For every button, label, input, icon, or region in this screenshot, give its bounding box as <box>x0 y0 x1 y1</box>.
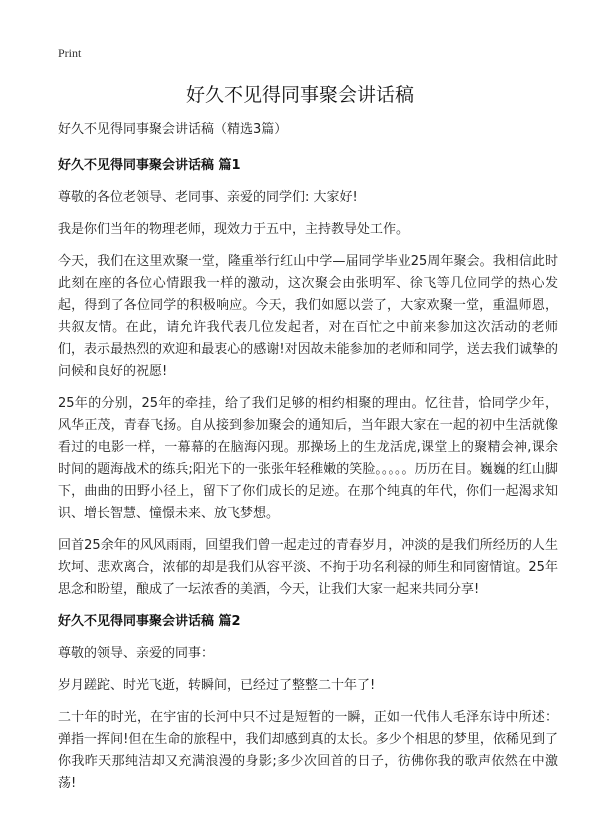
section-1 <box>58 155 558 601</box>
section-heading: 好久不见得同事聚会讲话稿 篇2 <box>58 614 241 629</box>
paragraph: 尊敬的领导、亲爱的同事： <box>58 646 215 661</box>
paragraph: 25年的分别，25年的牵挂，给了我们足够的相约相聚的理由。忆往昔，恰同学少年，风华正茂，青春飞扬。自从接到参加聚会的通知后，当年跟大家在一起的初中生活就像看过的电影一样，一幕幕的在脑海闪现。那操场上的生龙活虎,课堂上的聚精会神,课余时间的题海战术的练兵;阳光下的一张张年轻稚嫩的笑脸。。。。。历历在目。巍巍的红山脚下，曲曲的田野小径上，留下了你们成长的足迹。在那个纯真的年代，你们一起渴求知识、增长智慧、憧憬未来、放飞梦想。 <box>58 396 558 521</box>
document-subtitle: 好久不见得同事聚会讲话稿（精选3篇） <box>58 122 288 137</box>
section-heading: 好久不见得同事聚会讲话稿 篇1 <box>58 158 241 173</box>
paragraph: 岁月蹉跎、时光飞逝，转瞬间，已经过了整整二十年了! <box>58 678 376 693</box>
document-body <box>58 119 558 805</box>
paragraph: 二十年的时光，在宇宙的长河中只不过是短暂的一瞬，正如一代伟人毛泽东诗中所述：弹指一挥间!但在生命的旅程中，我们却感到真的太长。多少个相思的梦里，依稀见到了你我昨天那纯洁却又充满浪漫的身影;多少次回首的日子，彷佛你我的歌声依然在中激荡! <box>58 710 558 791</box>
section-2 <box>58 611 558 795</box>
page-title: 好久不见得同事聚会讲话稿 <box>185 84 414 106</box>
print-link[interactable]: Print <box>58 46 82 60</box>
paragraph: 我是你们当年的物理老师，现效力于五中，主持教导处工作。 <box>58 222 410 237</box>
paragraph: 尊敬的各位老领导、老同事、亲爱的同学们: 大家好! <box>58 190 358 205</box>
paragraph: 今天，我们在这里欢聚一堂，隆重举行红山中学—届同学毕业25周年聚会。我相信此时此刻在座的各位心情跟我一样的激动，这次聚会由张明军、徐飞等几位同学的热心发起，得到了各位同学的积极响应。今天，我们如愿以尝了，大家欢聚一堂，重温师恩，共叙友情。在此，请允许我代表几位发起者，对在百忙之中前来参加这次活动的老师们，表示最热烈的欢迎和最衷心的感谢!对因故未能参加的老师和同学，送去我们诚挚的问候和良好的祝愿! <box>58 254 558 379</box>
paragraph: 回首25余年的风风雨雨，回望我们曾一起走过的青春岁月，冲淡的是我们所经历的人生坎坷、悲欢离合，浓郁的却是我们从容平淡、不拘于功名利禄的师生和同窗情谊。25年思念和盼望，酿成了一坛浓香的美酒，今天，让我们大家一起来共同分享! <box>58 538 558 597</box>
